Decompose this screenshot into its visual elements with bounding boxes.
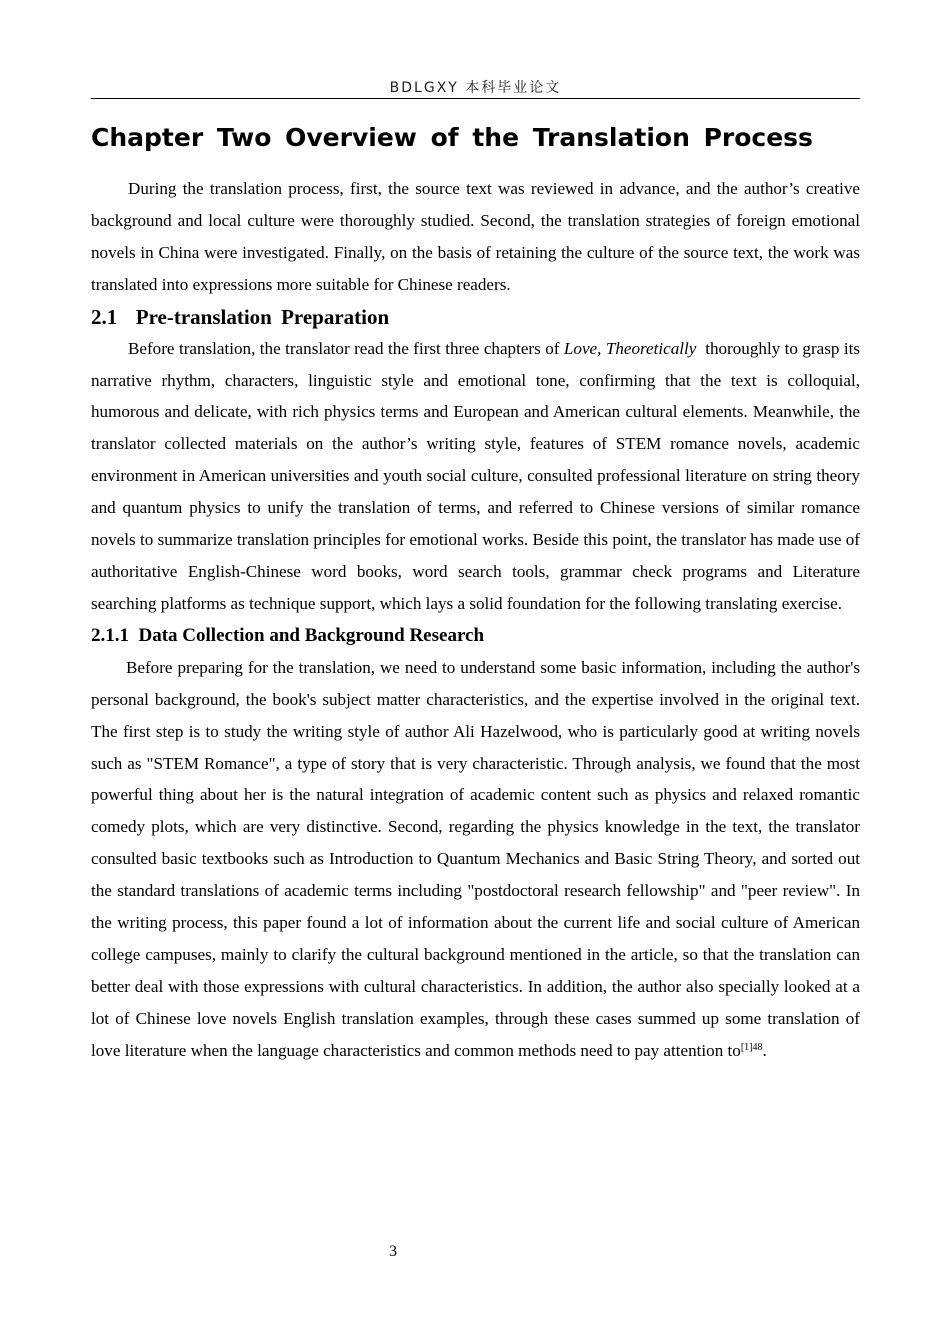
citation-marker[interactable]: [1]48 — [740, 1041, 763, 1053]
chapter-body — [91, 173, 860, 1067]
section-title: Pre-translation Preparation — [135, 304, 390, 329]
paragraph-end: . — [762, 1040, 767, 1060]
paragraph-text-rest: thoroughly to grasp its narrative rhythm, characters, linguistic style and emotional tone, confirming that the text is colloquial, humorous and delicate, with rich physics terms and European and American cultural elements. Meanwhile, the translator collected materials on the author’s writing style, features of STEM romance novels, academic environment in American universities and youth social culture, consulted professional literature on string theory and quantum physics to unify the translation of terms, and referred to Chinese versions of similar romance novels to summarize translation principles for emotional works. Beside this point, the translator has made use of authoritative English-Chinese word books, word search tools, grammar check programs and Literature searching platforms as technique support, which lays a solid foundation for the following translating exercise. — [91, 338, 861, 613]
subsection-heading-2-1-1 — [91, 620, 860, 652]
section-2-1-paragraph — [91, 333, 860, 620]
section-2-1-1-paragraph — [91, 652, 860, 1067]
chapter-intro-paragraph: During the translation process, first, the source text was reviewed in advance, and the author’s creative background and local culture were thoroughly studied. Second, the translation strategies of foreign emotional novels in China were investigated. Finally, on the basis of retaining the culture of the source text, the work was translated into expressions more suitable for Chinese readers. — [91, 179, 860, 294]
chapter-title: Chapter Two Overview of the Translation Process — [91, 123, 813, 152]
header-rule — [91, 98, 860, 99]
paragraph-text-lead: Before translation, the translator read the first three chapters of — [128, 338, 560, 358]
subsection-title: Data Collection and Background Research — [138, 624, 485, 646]
subsection-number: 2.1.1 — [91, 624, 129, 646]
running-header: BDLGXY 本科毕业论文 — [389, 80, 562, 96]
section-number: 2.1 — [91, 304, 118, 329]
section-heading-2-1 — [91, 301, 860, 333]
paragraph-text: Before preparing for the translation, we need to understand some basic information, including the author's personal background, the book's subject matter characteristics, and the expertise involved in the original text. The first step is to study the writing style of author Ali Hazelwood, who is particularly good at writing novels such as "STEM Romance", a type of story that is very characteristic. Through analysis, we found that the most powerful thing about her is the natural integration of academic content such as physics and relaxed romantic comedy plots, which are very distinctive. Second, regarding the physics knowledge in the text, the translator consulted basic textbooks such as Introduction to Quantum Mechanics and Basic String Theory, and sorted out the standard translations of academic terms including "postdoctoral research fellowship" and "peer review". In the writing process, this paper found a lot of information about the current life and social culture of American college campuses, mainly to clarify the cultural background mentioned in the article, so that the translation can better deal with those expressions with cultural characteristics. In addition, the author also specially looked at a lot of Chinese love novels English translation examples, through these cases summed up some translation of love literature when the language characteristics and common methods need to pay attention to — [91, 657, 860, 1060]
book-title: Love, Theoretically — [563, 338, 697, 358]
page-number: 3 — [389, 1243, 397, 1260]
